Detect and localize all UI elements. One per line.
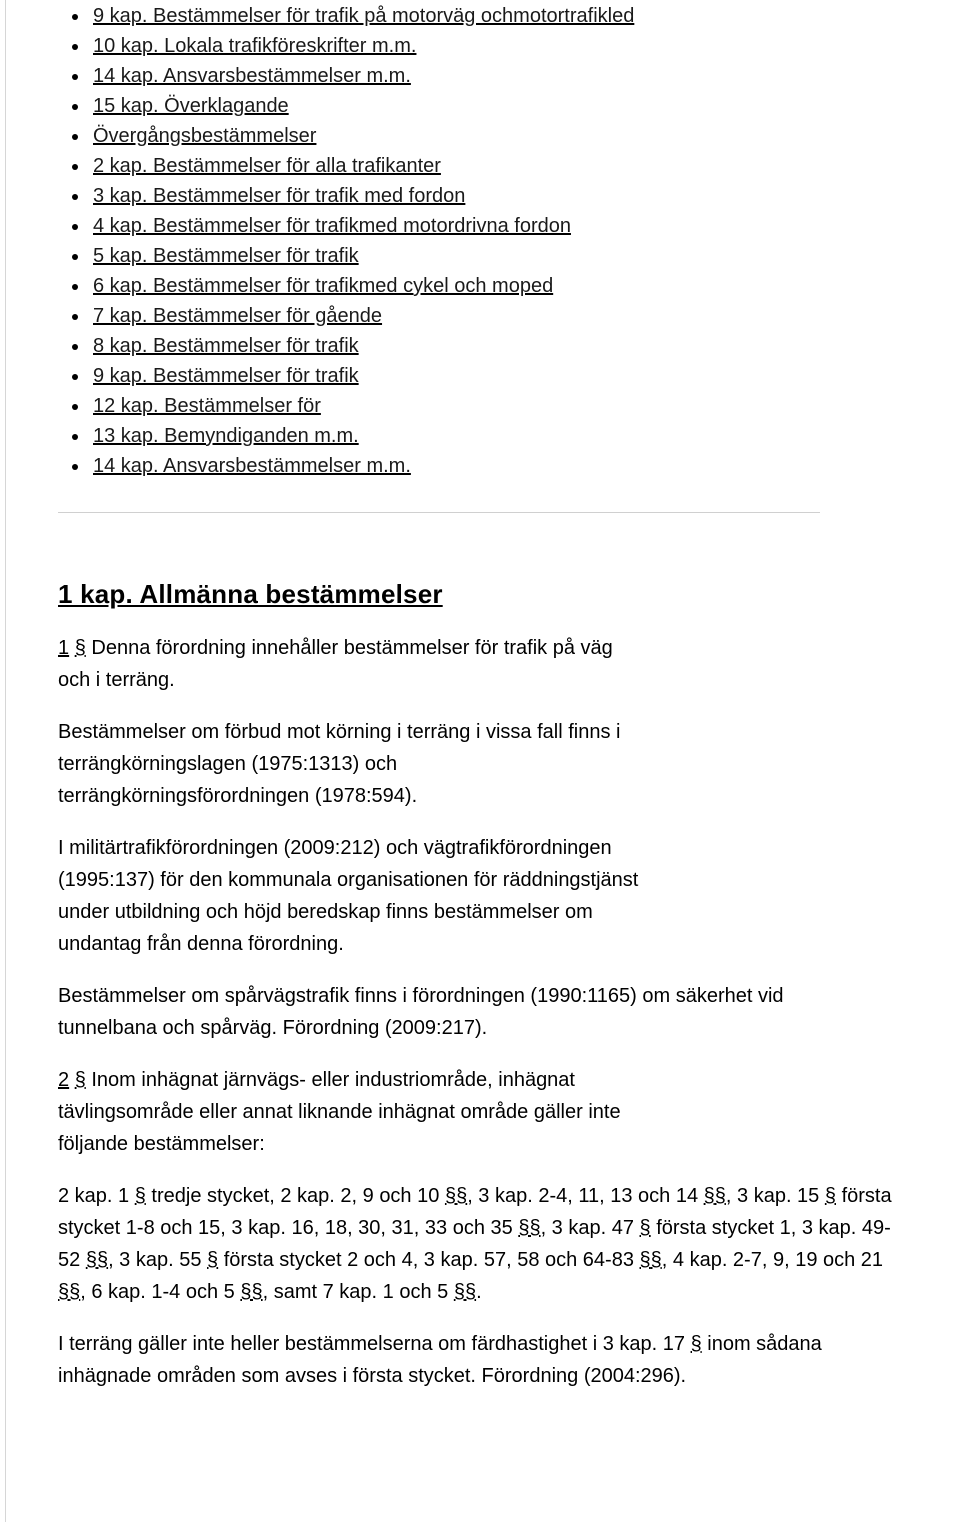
- bullet-icon: [72, 14, 78, 20]
- section-sign-link[interactable]: §: [824, 1185, 836, 1207]
- toc-item[interactable]: [68, 1, 888, 31]
- bullet-icon: [72, 44, 78, 50]
- section-sign-link[interactable]: §: [518, 1217, 530, 1239]
- toc-link[interactable]: 7 kap. Bestämmelser för gående: [93, 305, 383, 327]
- section-sign-link[interactable]: §: [134, 1185, 146, 1207]
- bullet-icon: [72, 284, 78, 290]
- bullet-icon: [72, 314, 78, 320]
- text-fragment: första stycket 1-8 och 15, 3 kap. 16, 18, 30, 31, 33 och 35: [58, 1185, 892, 1239]
- toc-item[interactable]: [68, 31, 888, 61]
- toc-item[interactable]: [68, 61, 888, 91]
- toc-item[interactable]: [68, 451, 888, 481]
- section-1-text: Denna förordning innehåller bestämmelser för trafik på väg och i terräng.: [58, 637, 613, 691]
- toc-link[interactable]: 9 kap. Bestämmelser för trafik: [93, 365, 359, 387]
- section-sign-link[interactable]: §: [58, 1281, 70, 1303]
- section-1-paragraph: [58, 632, 638, 696]
- section-sign-link[interactable]: §: [251, 1281, 263, 1303]
- toc-item[interactable]: [68, 271, 888, 301]
- toc-link[interactable]: 15 kap. Överklagande: [93, 95, 289, 117]
- section-sign-link[interactable]: §: [240, 1281, 252, 1303]
- section-sign-link[interactable]: §: [639, 1217, 651, 1239]
- section-number-link[interactable]: 1: [58, 637, 70, 659]
- bullet-icon: [72, 194, 78, 200]
- bullet-icon: [72, 164, 78, 170]
- section-sign-link[interactable]: §: [650, 1249, 662, 1271]
- bullet-icon: [72, 224, 78, 230]
- speed-paragraph: [58, 1328, 888, 1392]
- section-sign-link[interactable]: §: [74, 637, 86, 659]
- bullet-icon: [72, 74, 78, 80]
- toc-link[interactable]: 5 kap. Bestämmelser för trafik: [93, 245, 359, 267]
- toc-item[interactable]: [68, 241, 888, 271]
- text-fragment: .: [476, 1281, 482, 1303]
- bullet-icon: [72, 434, 78, 440]
- toc-link[interactable]: Övergångsbestämmelser: [93, 125, 317, 147]
- bullet-icon: [72, 404, 78, 410]
- toc-item[interactable]: [68, 391, 888, 421]
- toc-link[interactable]: 4 kap. Bestämmelser för trafikmed motordrivna fordon: [93, 215, 571, 237]
- toc-item[interactable]: [68, 331, 888, 361]
- toc-link[interactable]: 2 kap. Bestämmelser för alla trafikanter: [93, 155, 441, 177]
- text-fragment: första stycket 2 och 4, 3 kap. 57, 58 och 64-83: [223, 1249, 634, 1271]
- toc-link[interactable]: 14 kap. Ansvarsbestämmelser m.m.: [93, 455, 411, 477]
- section-sign-link[interactable]: §: [69, 1281, 81, 1303]
- paragraph: Bestämmelser om förbud mot körning i terräng i vissa fall finns i terrängkörningslagen (1975:1313) och terrängkörningsförordningen (1978:594).: [58, 721, 621, 807]
- paragraph: Bestämmelser om spårvägstrafik finns i förordningen (1990:1165) om säkerhet vid tunnelbana och spårväg. Förordning (2009:217).: [58, 985, 784, 1039]
- toc-item[interactable]: [68, 361, 888, 391]
- bullet-icon: [72, 104, 78, 110]
- section-sign-link[interactable]: §: [453, 1281, 465, 1303]
- section-sign-link[interactable]: §: [703, 1185, 715, 1207]
- toc-link[interactable]: 10 kap. Lokala trafikföreskrifter m.m.: [93, 35, 417, 57]
- text-fragment: inom sådana inhägnade områden som avses i första stycket. Förordning (2004:296).: [58, 1333, 822, 1387]
- text-fragment: , 3 kap. 2-4, 11, 13 och 14: [467, 1185, 699, 1207]
- section-number-link[interactable]: 2: [58, 1069, 70, 1091]
- toc-link[interactable]: 9 kap. Bestämmelser för trafik på motorväg ochmotortrafikled: [93, 5, 635, 27]
- toc-link[interactable]: 13 kap. Bemyndiganden m.m.: [93, 425, 359, 447]
- toc-link[interactable]: 14 kap. Ansvarsbestämmelser m.m.: [93, 65, 411, 87]
- text-fragment: , 3 kap. 47: [540, 1217, 634, 1239]
- text-fragment: , 3 kap. 55: [108, 1249, 202, 1271]
- bullet-icon: [72, 344, 78, 350]
- bullet-icon: [72, 254, 78, 260]
- section-sign-link[interactable]: §: [529, 1217, 541, 1239]
- text-fragment: , samt 7 kap. 1 och 5: [262, 1281, 449, 1303]
- bullet-icon: [72, 374, 78, 380]
- text-fragment: första stycket 1, 3 kap. 49-52: [58, 1217, 891, 1271]
- page-border: [5, 0, 6, 1522]
- section-2-paragraph: [58, 1064, 678, 1160]
- toc-item[interactable]: [68, 151, 888, 181]
- toc-item[interactable]: [68, 211, 888, 241]
- text-fragment: I terräng gäller inte heller bestämmelserna om färdhastighet i 3 kap. 17: [58, 1333, 686, 1355]
- bullet-icon: [72, 464, 78, 470]
- section-sign-link[interactable]: §: [456, 1185, 468, 1207]
- table-of-contents: [68, 1, 888, 481]
- text-fragment: , 3 kap. 15: [725, 1185, 820, 1207]
- bullet-icon: [72, 134, 78, 140]
- chapter-title: 1 kap. Allmänna bestämmelser: [58, 579, 443, 609]
- toc-item[interactable]: [68, 181, 888, 211]
- toc-link[interactable]: 12 kap. Bestämmelser för: [93, 395, 321, 417]
- divider: [58, 512, 820, 513]
- section-sign-link[interactable]: §: [714, 1185, 726, 1207]
- text-fragment: , 4 kap. 2-7, 9, 19 och 21: [661, 1249, 884, 1271]
- toc-link[interactable]: 3 kap. Bestämmelser för trafik med fordon: [93, 185, 466, 207]
- toc-link[interactable]: 6 kap. Bestämmelser för trafikmed cykel och moped: [93, 275, 554, 297]
- toc-item[interactable]: [68, 421, 888, 451]
- section-sign-link[interactable]: §: [74, 1069, 86, 1091]
- text-fragment: tredje stycket, 2 kap. 2, 9 och 10: [151, 1185, 440, 1207]
- section-sign-link[interactable]: §: [96, 1249, 109, 1271]
- section-sign-link[interactable]: §: [690, 1333, 702, 1355]
- toc-link[interactable]: 8 kap. Bestämmelser för trafik: [93, 335, 359, 357]
- paragraph: I militärtrafikförordningen (2009:212) och vägtrafikförordningen (1995:137) för den kommunala organisationen för räddningstjänst under utbildning och höjd beredskap finns bestämmelser om undantag från denna förordning.: [58, 837, 639, 955]
- toc-item[interactable]: [68, 121, 888, 151]
- section-sign-link[interactable]: §: [85, 1249, 97, 1271]
- chapter-content: [58, 570, 918, 1392]
- section-sign-link[interactable]: §: [444, 1185, 457, 1207]
- section-sign-link[interactable]: §: [207, 1249, 219, 1271]
- text-fragment: 2 kap. 1: [58, 1185, 130, 1207]
- exceptions-paragraph: [58, 1180, 908, 1308]
- section-sign-link[interactable]: §: [464, 1281, 477, 1303]
- text-fragment: , 6 kap. 1-4 och 5: [80, 1281, 235, 1303]
- section-2-text: Inom inhägnat järnvägs- eller industriområde, inhägnat tävlingsområde eller annat liknande inhägnat område gäller inte följande bestämmelser:: [58, 1069, 621, 1155]
- toc-item[interactable]: [68, 301, 888, 331]
- toc-item[interactable]: [68, 91, 888, 121]
- section-sign-link[interactable]: §: [639, 1249, 651, 1271]
